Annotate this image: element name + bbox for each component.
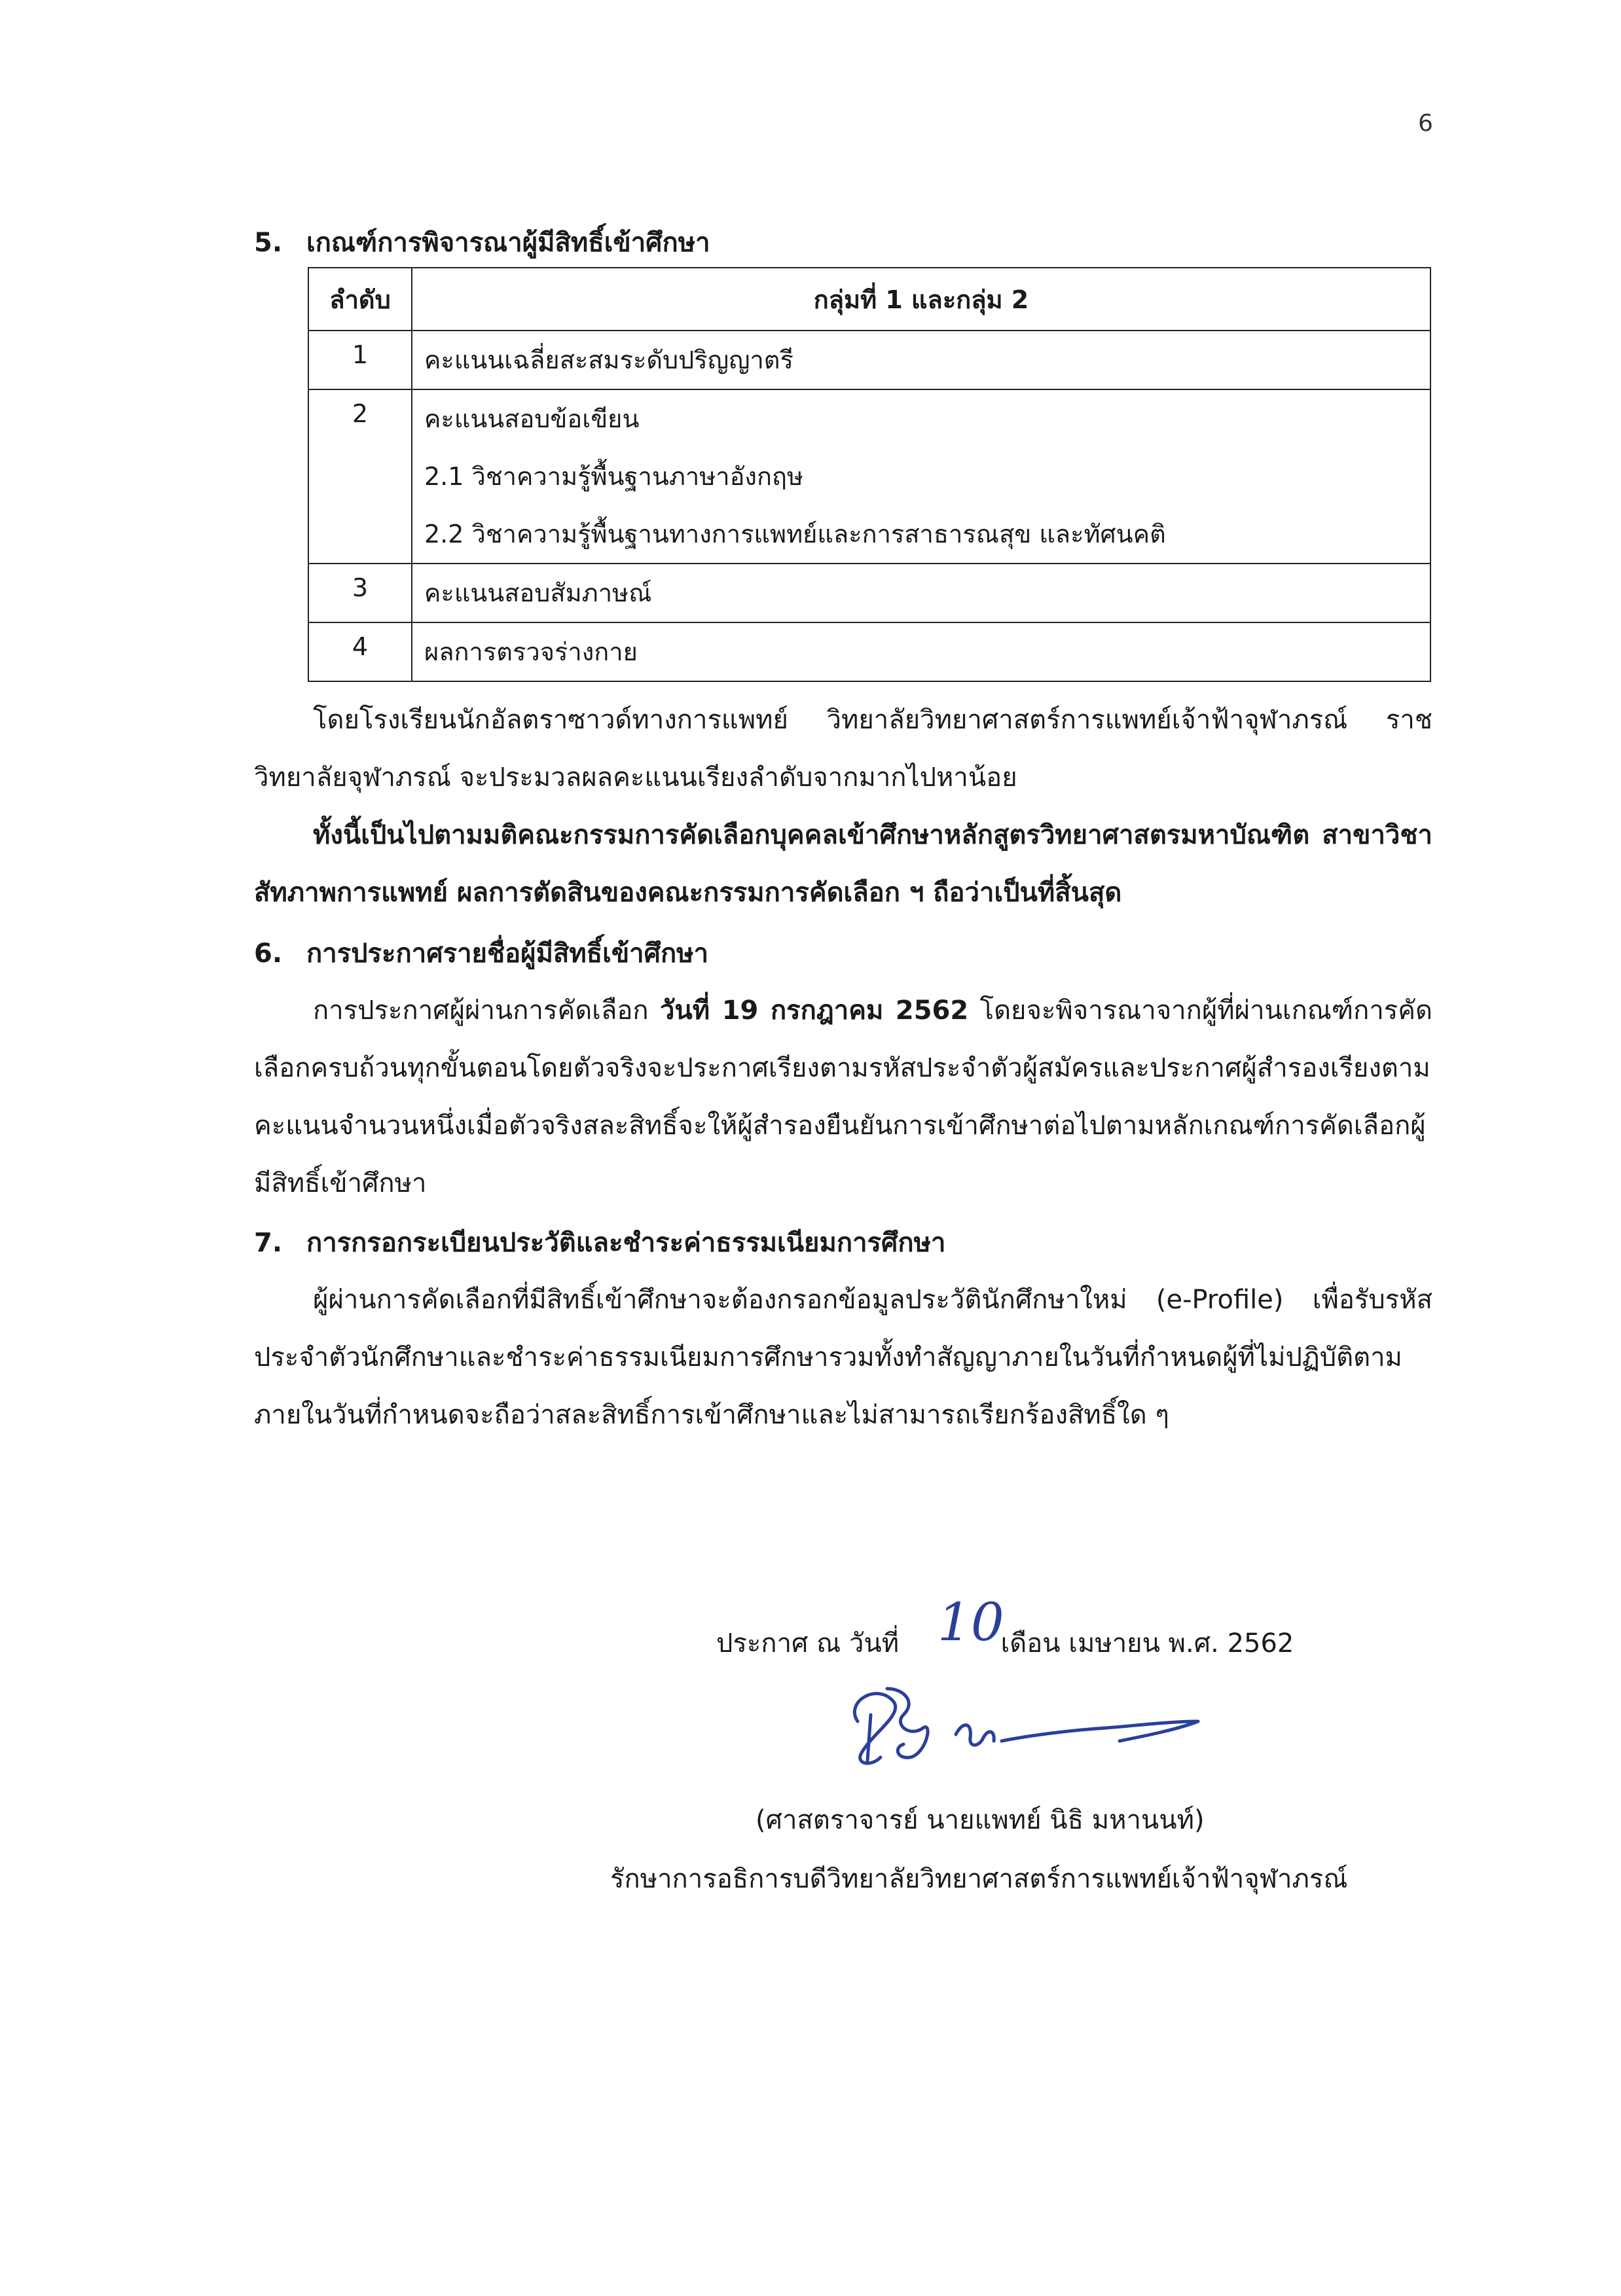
announcement-paragraph: [254, 982, 1432, 1212]
date-suffix: เดือน เมษายน พ.ศ. 2562: [1000, 1628, 1294, 1659]
criterion-text: คะแนนเฉลี่ยสะสมระดับปริญญาตรี: [424, 346, 793, 374]
criterion-subitem: 2.2 วิชาความรู้พื้นฐานทางการแพทย์และการสาธารณสุข และทัศนคติ: [424, 520, 1166, 548]
criterion-text: ผลการตรวจร่างกาย: [424, 637, 638, 666]
section-7-number: 7.: [254, 1228, 283, 1258]
row-number: 3: [308, 564, 412, 622]
date-prefix: ประกาศ ณ วันที่: [716, 1628, 900, 1659]
criterion-subitem: 2.1 วิชาความรู้พื้นฐานภาษาอังกฤษ: [424, 462, 804, 491]
committee-decision-paragraph: ทั้งนี้เป็นไปตามมติคณะกรรมการคัดเลือกบุคคลเข้าศึกษาหลักสูตรวิทยาศาสตรมหาบัณฑิต สาขาวิชาสัทภาพการแพทย์ ผลการตัดสินของคณะกรรมการคัดเลือก ฯ ถือว่าเป็นที่สิ้นสุด: [254, 820, 1432, 908]
signatory-title: รักษาการอธิการบดีวิทยาลัยวิทยาศาสตร์การแพทย์เจ้าฟ้าจุฬาภรณ์: [610, 1864, 1348, 1894]
signatory-name: (ศาสตราจารย์ นายแพทย์ นิธิ มหานนท์): [756, 1805, 1205, 1835]
page-number: 6: [1418, 110, 1433, 137]
announcement-text-before: การประกาศผู้ผ่านการคัดเลือก: [313, 996, 660, 1026]
section-6-title: การประกาศรายชื่อผู้มีสิทธิ์เข้าศึกษา: [306, 939, 709, 969]
announcement-date: วันที่ 19 กรกฎาคม 2562: [659, 996, 969, 1026]
section-6-heading: [254, 932, 708, 974]
criterion-text: คะแนนสอบข้อเขียน: [424, 404, 640, 433]
header-groups: กลุ่มที่ 1 และกลุ่ม 2: [412, 268, 1430, 331]
ranking-paragraph: โดยโรงเรียนนักอัลตราซาวด์ทางการแพทย์ วิทยาลัยวิทยาศาสตร์การแพทย์เจ้าฟ้าจุฬาภรณ์ ราชวิทยาลัยจุฬาภรณ์ จะประมวลผลคะแนนเรียงลำดับจากมากไปหาน้อย: [254, 705, 1432, 793]
section-5-heading: [254, 221, 710, 263]
header-order: ลำดับ: [308, 268, 412, 331]
row-number: 4: [308, 622, 412, 681]
section-5-body: [254, 691, 1432, 922]
table-row: [308, 389, 1430, 564]
section-5-title: เกณฑ์การพิจารณาผู้มีสิทธิ์เข้าศึกษา: [306, 228, 710, 258]
signature-image: [831, 1676, 1224, 1783]
section-6-number: 6.: [254, 939, 283, 969]
announcement-text-after: โดยจะพิจารณาจากผู้ที่ผ่านเกณฑ์การคัดเลือกครบถ้วนทุกขั้นตอนโดยตัวจริงจะประกาศเรียงตามรหัสประจำตัวผู้สมัครและประกาศผู้สำรองเรียงตามคะแนนจำนวนหนึ่งเมื่อตัวจริงสละสิทธิ์จะให้ผู้สำรองยืนยันการเข้าศึกษาต่อไปตามหลักเกณฑ์การคัดเลือกผู้มีสิทธิ์เข้าศึกษา: [254, 996, 1433, 1198]
section-6-body: [254, 982, 1432, 1212]
section-7-body: [254, 1271, 1432, 1444]
criteria-table: [308, 267, 1431, 682]
section-7-heading: [254, 1221, 945, 1263]
row-number: 2: [308, 389, 412, 564]
section-7-title: การกรอกระเบียนประวัติและชำระค่าธรรมเนียมการศึกษา: [306, 1228, 946, 1258]
table-row: [308, 331, 1430, 389]
section-5-number: 5.: [254, 228, 283, 258]
handwritten-day: 10: [938, 1592, 1004, 1653]
announcement-date-line: [716, 1622, 1294, 1664]
table-row: [308, 564, 1430, 622]
row-number: 1: [308, 331, 412, 389]
table-row: [308, 622, 1430, 681]
registration-paragraph: ผู้ผ่านการคัดเลือกที่มีสิทธิ์เข้าศึกษาจะต้องกรอกข้อมูลประวัตินักศึกษาใหม่ (e-Profile) เพื่อรับรหัสประจำตัวนักศึกษาและชำระค่าธรรมเนียมการศึกษารวมทั้งทำสัญญาภายในวันที่กำหนดผู้ที่ไม่ปฏิบัติตามภายในวันที่กำหนดจะถือว่าสละสิทธิ์การเข้าศึกษาและไม่สามารถเรียกร้องสิทธิ์ใด ๆ: [254, 1285, 1432, 1430]
criterion-text: คะแนนสอบสัมภาษณ์: [424, 579, 652, 607]
table-header-row: [308, 268, 1430, 331]
